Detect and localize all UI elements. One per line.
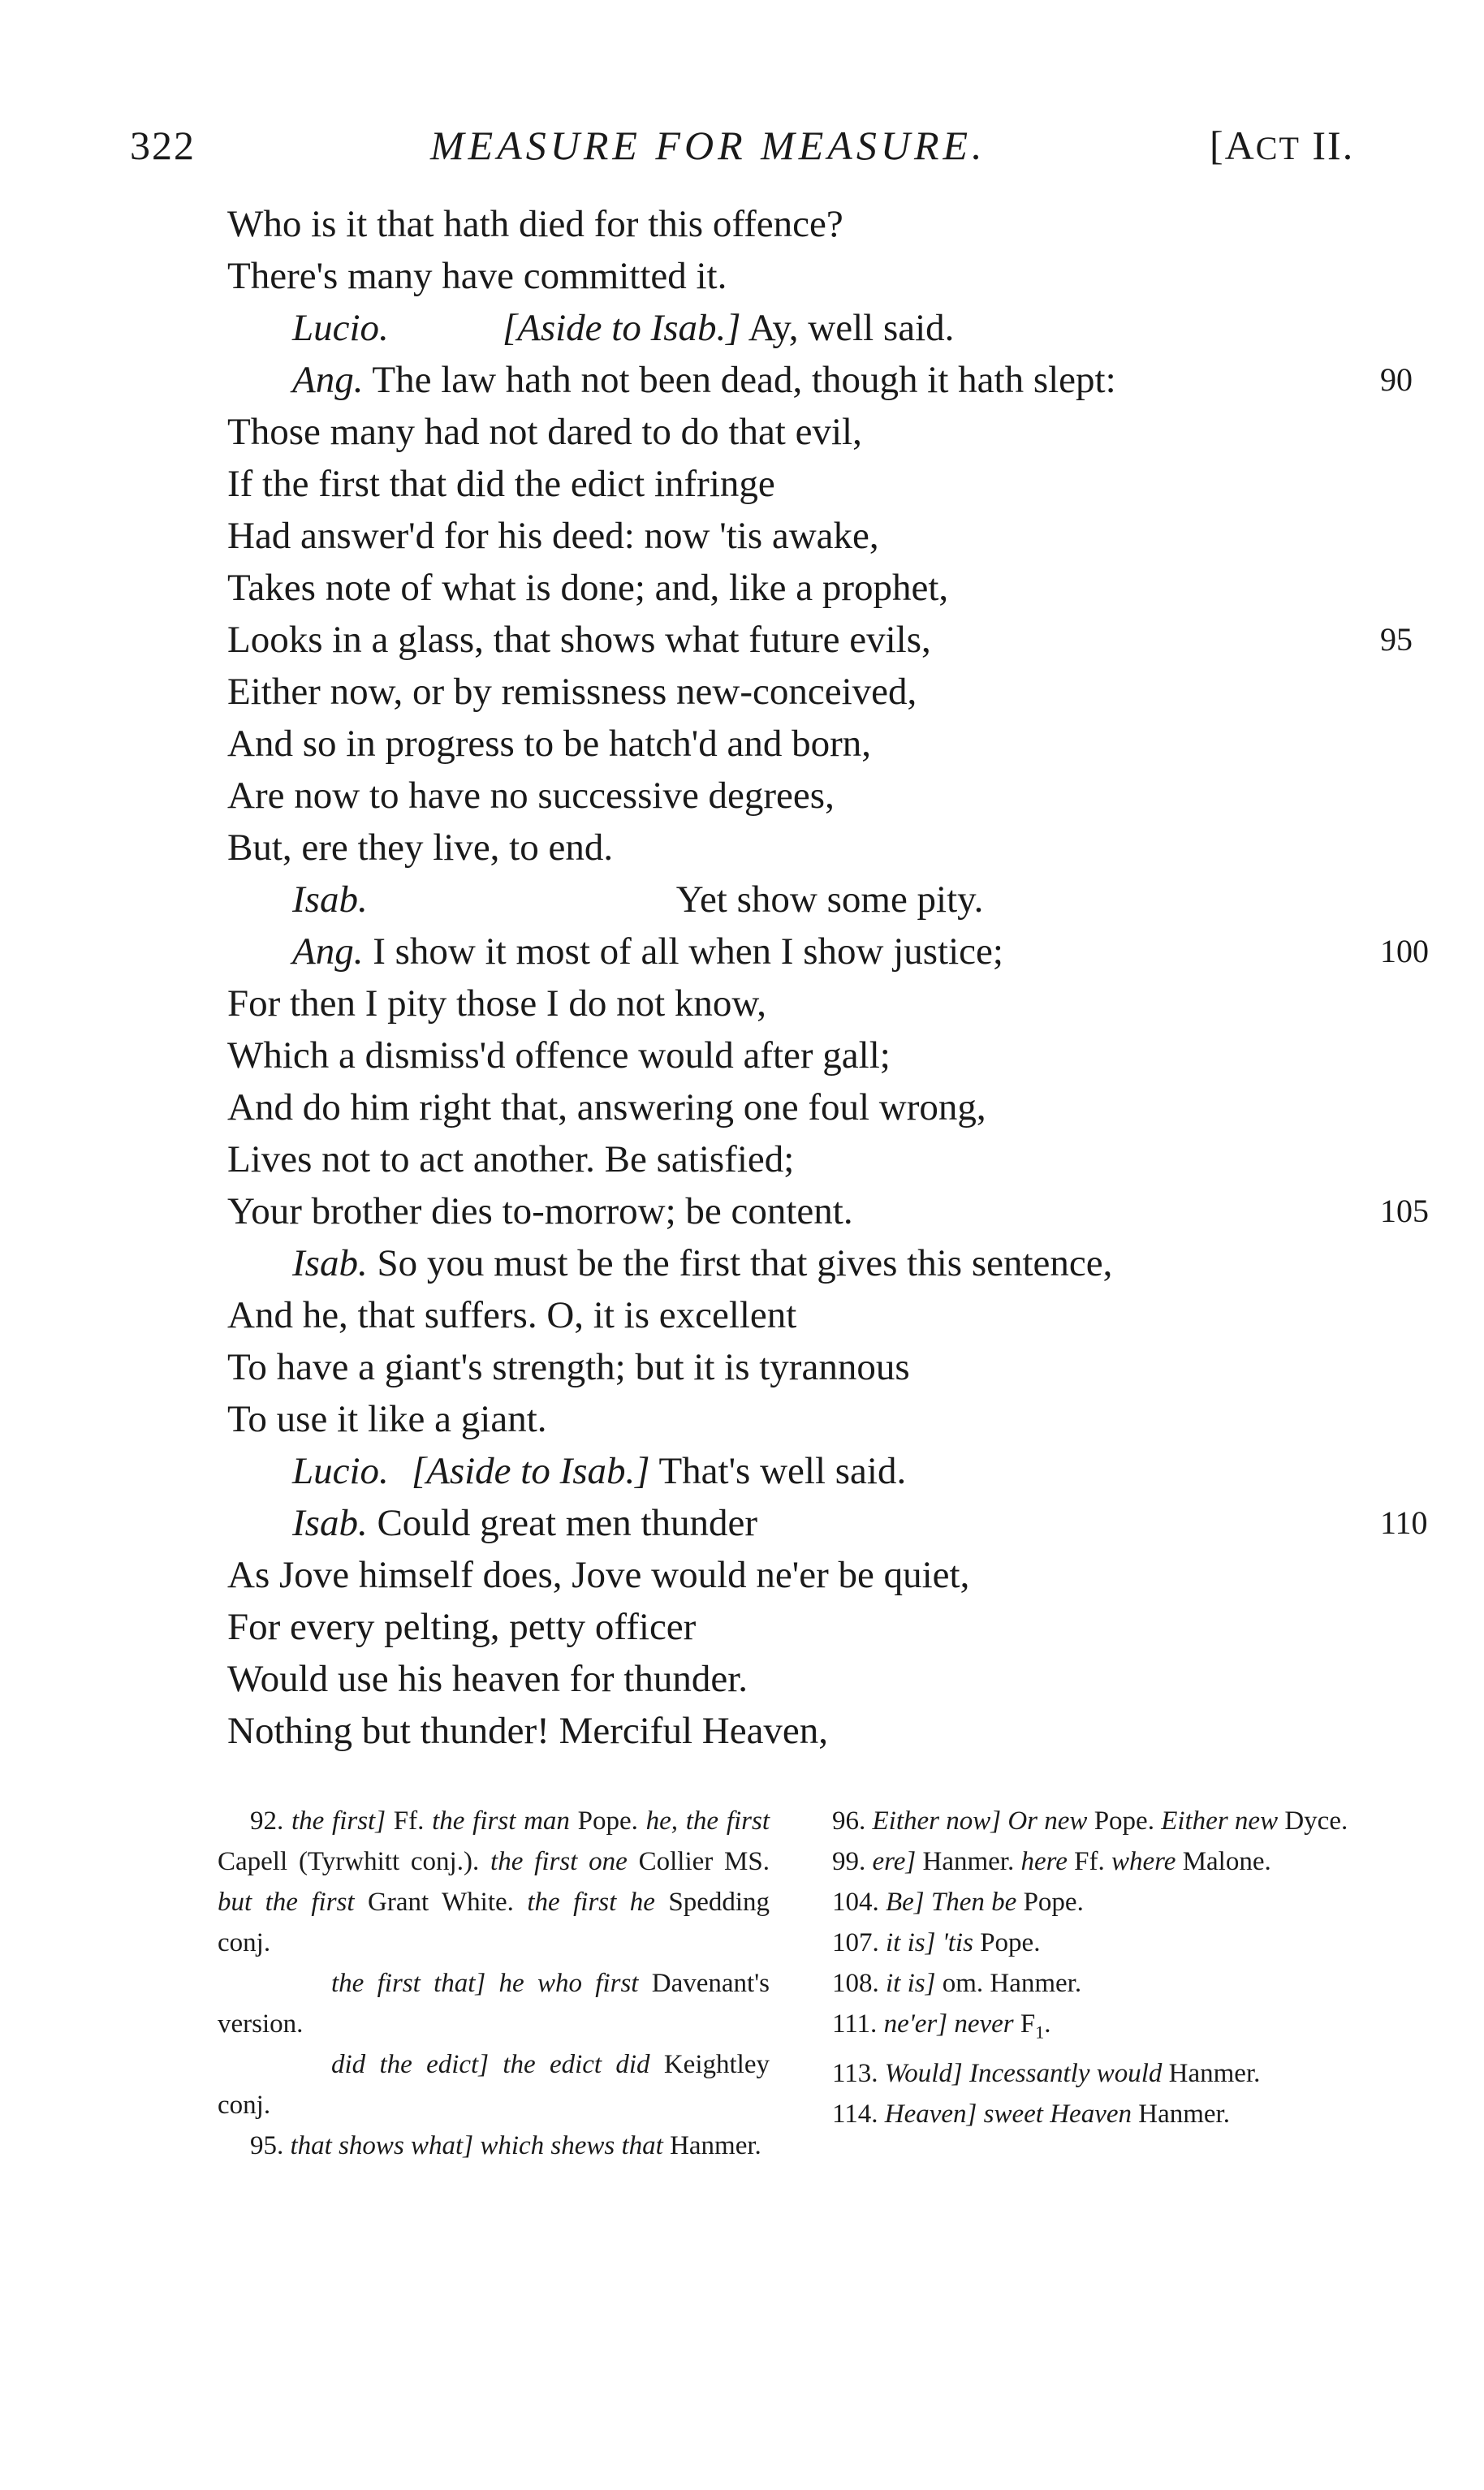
verse-line: For every pelting, petty officer [227, 1606, 697, 1648]
footnote: 113. Would] Incessantly would Hanmer. [832, 2058, 1261, 2088]
speaker-name: Ang. [292, 359, 364, 401]
verse-line: Takes note of what is done; and, like a prophet, [227, 567, 949, 609]
verse-line: As Jove himself does, Jove would ne'er be quiet, [227, 1554, 970, 1596]
verse-line: Are now to have no successive degrees, [227, 775, 835, 817]
verse-line: Looks in a glass, that shows what future evils, [227, 619, 931, 661]
footnote: 95. that shows what] which shews that Hanmer. [250, 2131, 761, 2160]
verse-line: Lucio. [Aside to Isab.] That's well said. [292, 1450, 907, 1492]
verse-line: Which a dismiss'd offence would after gall; [227, 1034, 891, 1077]
verse-line: There's many have committed it. [227, 255, 727, 297]
speaker-name: Isab. [292, 1242, 368, 1284]
footnote: 111. ne'er] never $F_1$. [832, 2009, 1051, 2043]
verse-line: To use it like a giant. [227, 1398, 547, 1440]
line-number: 95 [1380, 621, 1413, 658]
footnote: 107. it is] 'tis Pope. [832, 1928, 1041, 1957]
footnote: 104. Be] Then be Pope. [832, 1888, 1084, 1917]
verse-line: If the first that did the edict infringe [227, 463, 775, 505]
verse-line: Either now, or by remissness new-conceived, [227, 671, 917, 713]
act-small-caps: CT [1255, 130, 1301, 166]
footnote: 92. the first] Ff. the first man Pope. he, the first Capell (Tyrwhitt conj.). the first one Collier MS. but the first Grant White. the first he Spedding conj. [218, 1806, 770, 1957]
verse-line: Ang. The law hath not been dead, though it hath slept: [292, 359, 1116, 401]
footnote: 96. Either now] Or new Pope. Either new Dyce. [832, 1806, 1348, 1836]
verse-line: And do him right that, answering one foul wrong, [227, 1086, 986, 1128]
verse-line: But, ere they live, to end. [227, 826, 614, 869]
verse-line: Isab. So you must be the first that gives this sentence, [292, 1242, 1113, 1284]
footnote: 114. Heaven] sweet Heaven Hanmer. [832, 2099, 1230, 2129]
verse-line: Lives not to act another. Be satisfied; [227, 1138, 795, 1180]
verse-line: Nothing but thunder! Merciful Heaven, [227, 1710, 829, 1752]
verse-line: Those many had not dared to do that evil, [227, 411, 862, 453]
act-number: II. [1300, 123, 1355, 168]
act-label [1210, 122, 1354, 169]
footnotes-left-column [218, 1801, 770, 2166]
footnote: did the edict] the edict did Keightley conj. [218, 2050, 770, 2120]
running-title: MEASURE FOR MEASURE. [430, 123, 986, 168]
footnote: 108. it is] om. Hanmer. [832, 1969, 1082, 1998]
line-number: 110 [1380, 1504, 1428, 1541]
verse-line: For then I pity those I do not know, [227, 982, 767, 1025]
line-number: 90 [1380, 361, 1413, 398]
verse-line: To have a giant's strength; but it is tyrannous [227, 1346, 910, 1388]
stage-direction: [Aside to Isab.] [502, 307, 741, 349]
speaker-name: Isab. [292, 1502, 368, 1544]
verse-line: Had answer'd for his deed: now 'tis awake, [227, 515, 879, 557]
verse-line: Isab. Yet show some pity. [292, 878, 984, 921]
verse-line: Your brother dies to-morrow; be content. [227, 1190, 853, 1232]
verse-line: Would use his heaven for thunder. [227, 1658, 748, 1700]
footnote: 99. ere] Hanmer. here Ff. where Malone. [832, 1847, 1271, 1876]
verse-line: Ang. I show it most of all when I show justice; [292, 930, 1003, 973]
footnotes-right-column [800, 1801, 1372, 2134]
page-number: 322 [130, 123, 196, 168]
verse-line: And so in progress to be hatch'd and born, [227, 723, 871, 765]
line-number: 105 [1380, 1193, 1429, 1229]
act-bracket: [A [1210, 123, 1256, 168]
speaker-name: Lucio. [292, 1450, 389, 1492]
running-header [130, 122, 1364, 179]
stage-direction: [Aside to Isab.] [411, 1450, 650, 1492]
footnote: the first that] he who first Davenant's version. [218, 1969, 770, 2039]
speaker-name: Lucio. [292, 307, 389, 349]
verse-line: And he, that suffers. O, it is excellent [227, 1294, 797, 1336]
speaker-name: Isab. [292, 878, 368, 921]
speaker-name: Ang. [292, 930, 364, 973]
verse-line: Isab. Could great men thunder [292, 1502, 758, 1544]
verse-line: Lucio. [Aside to Isab.] Ay, well said. [292, 307, 955, 349]
line-number: 100 [1380, 933, 1429, 969]
verse-line: Who is it that hath died for this offence? [227, 203, 843, 245]
